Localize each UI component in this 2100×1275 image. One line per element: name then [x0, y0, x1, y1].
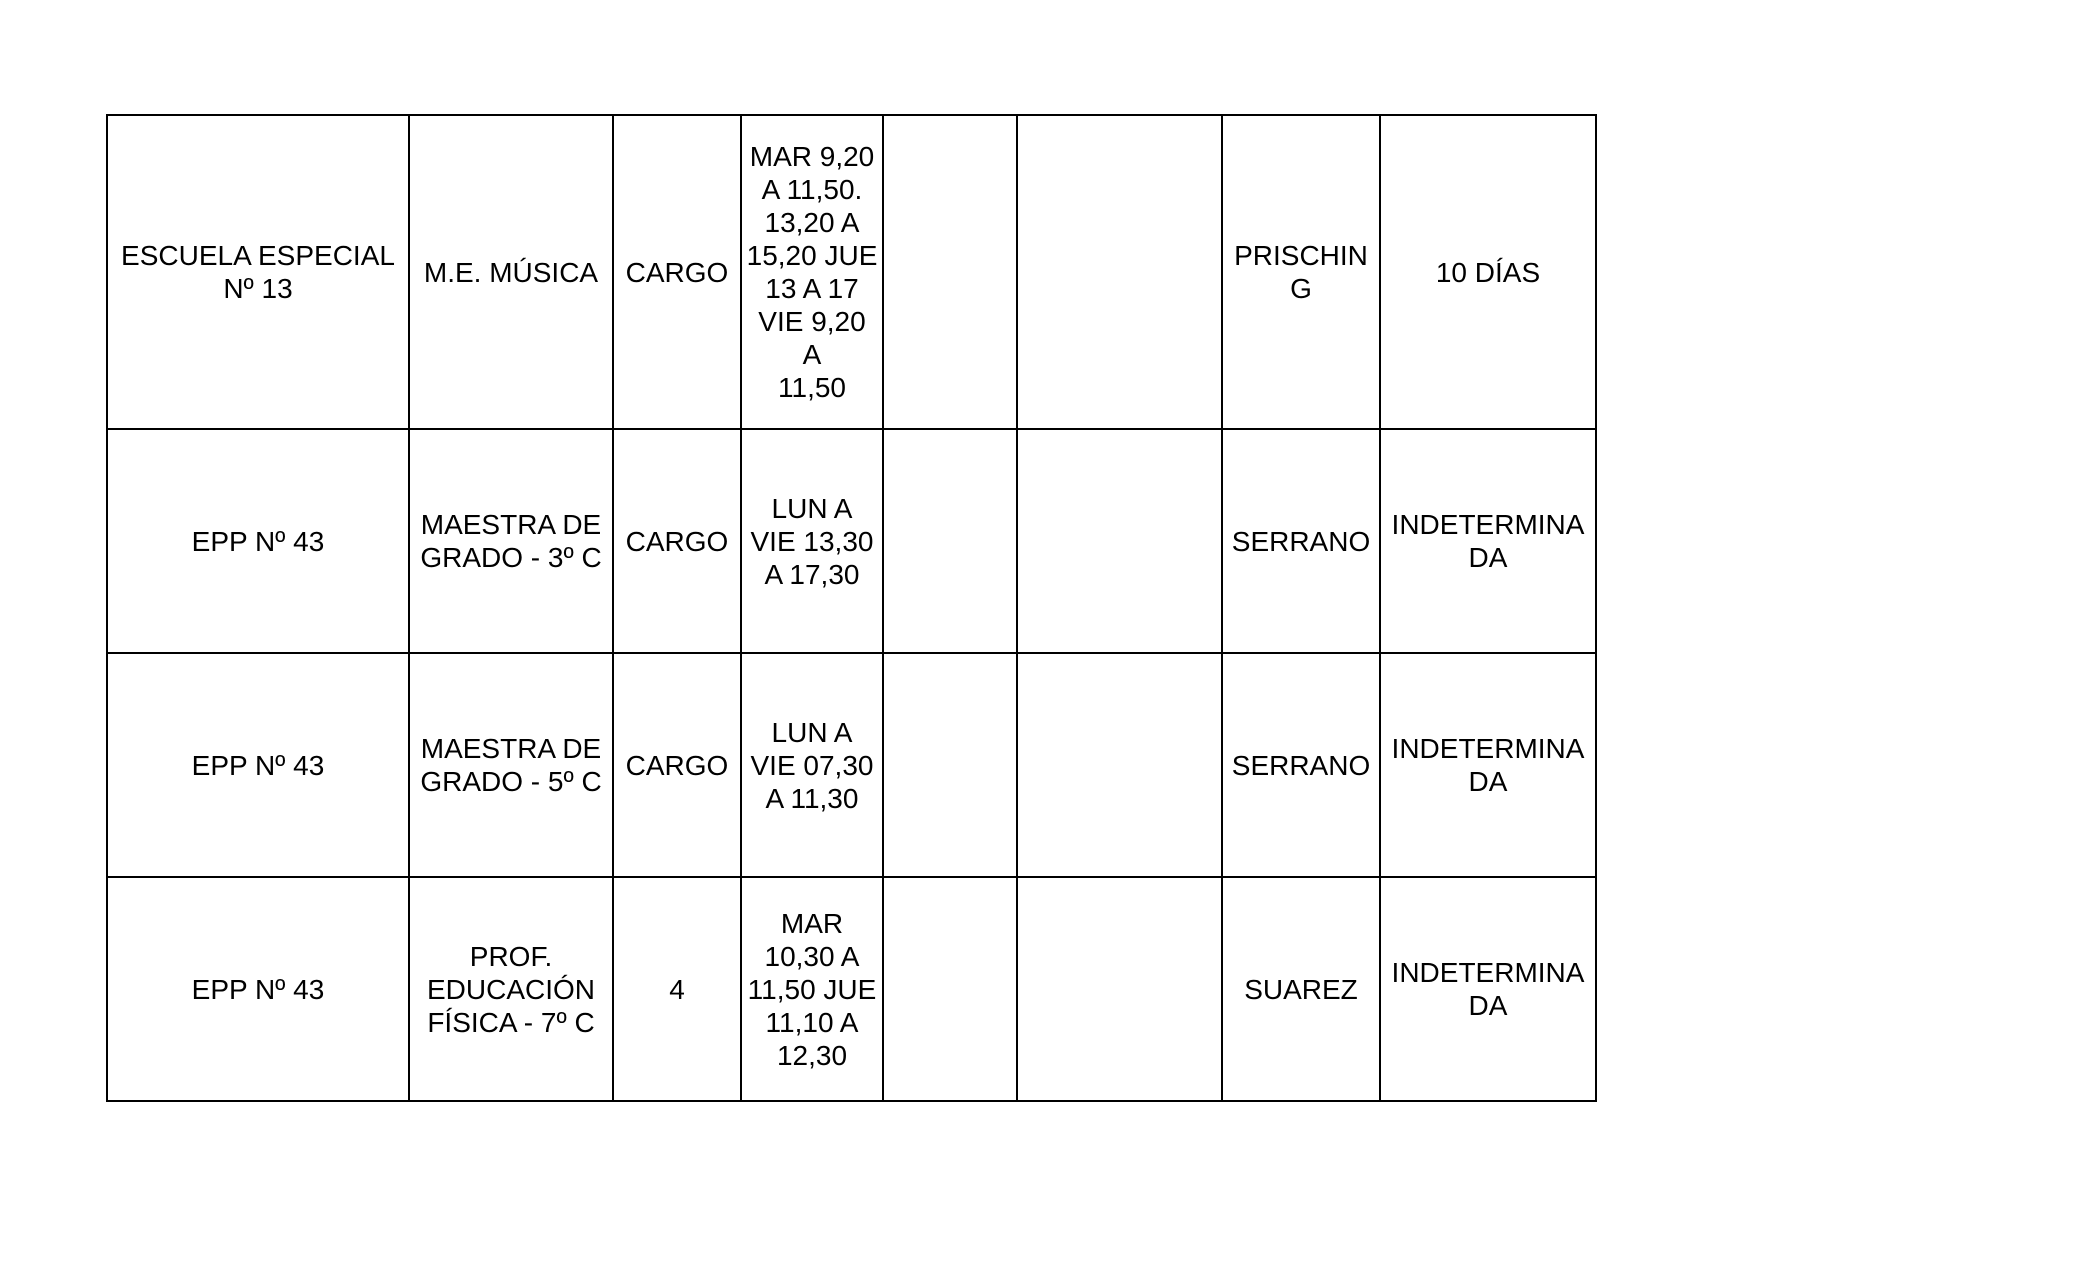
empty-cell	[883, 653, 1017, 877]
schedule-cell: LUN A VIE 07,30 A 11,30	[741, 653, 883, 877]
table-row	[107, 115, 1596, 429]
hours-cell: 4	[613, 877, 741, 1101]
surname-cell: SUAREZ	[1222, 877, 1380, 1101]
empty-cell	[1017, 115, 1222, 429]
hours-cell: CARGO	[613, 653, 741, 877]
position-cell: M.E. MÚSICA	[409, 115, 613, 429]
schedule-cell: LUN A VIE 13,30 A 17,30	[741, 429, 883, 653]
school-cell: EPP Nº 43	[107, 653, 409, 877]
table-row	[107, 429, 1596, 653]
duration-cell: INDETERMINA DA	[1380, 429, 1596, 653]
position-cell: MAESTRA DE GRADO - 3º C	[409, 429, 613, 653]
hours-cell: CARGO	[613, 429, 741, 653]
empty-cell	[1017, 877, 1222, 1101]
empty-cell	[883, 877, 1017, 1101]
schedule-table	[106, 114, 1597, 1102]
empty-cell	[883, 115, 1017, 429]
duration-cell: INDETERMINA DA	[1380, 877, 1596, 1101]
empty-cell	[1017, 653, 1222, 877]
hours-cell: CARGO	[613, 115, 741, 429]
school-cell: ESCUELA ESPECIAL Nº 13	[107, 115, 409, 429]
position-cell: MAESTRA DE GRADO - 5º C	[409, 653, 613, 877]
surname-cell: SERRANO	[1222, 653, 1380, 877]
table-row	[107, 653, 1596, 877]
surname-cell: SERRANO	[1222, 429, 1380, 653]
duration-cell: INDETERMINA DA	[1380, 653, 1596, 877]
duration-cell: 10 DÍAS	[1380, 115, 1596, 429]
empty-cell	[883, 429, 1017, 653]
school-cell: EPP Nº 43	[107, 877, 409, 1101]
surname-cell: PRISCHIN G	[1222, 115, 1380, 429]
empty-cell	[1017, 429, 1222, 653]
school-cell: EPP Nº 43	[107, 429, 409, 653]
schedule-cell: MAR 10,30 A 11,50 JUE 11,10 A 12,30	[741, 877, 883, 1101]
position-cell: PROF. EDUCACIÓN FÍSICA - 7º C	[409, 877, 613, 1101]
table-row	[107, 877, 1596, 1101]
schedule-cell: MAR 9,20 A 11,50. 13,20 A 15,20 JUE 13 A 17 VIE 9,20 A 11,50	[741, 115, 883, 429]
